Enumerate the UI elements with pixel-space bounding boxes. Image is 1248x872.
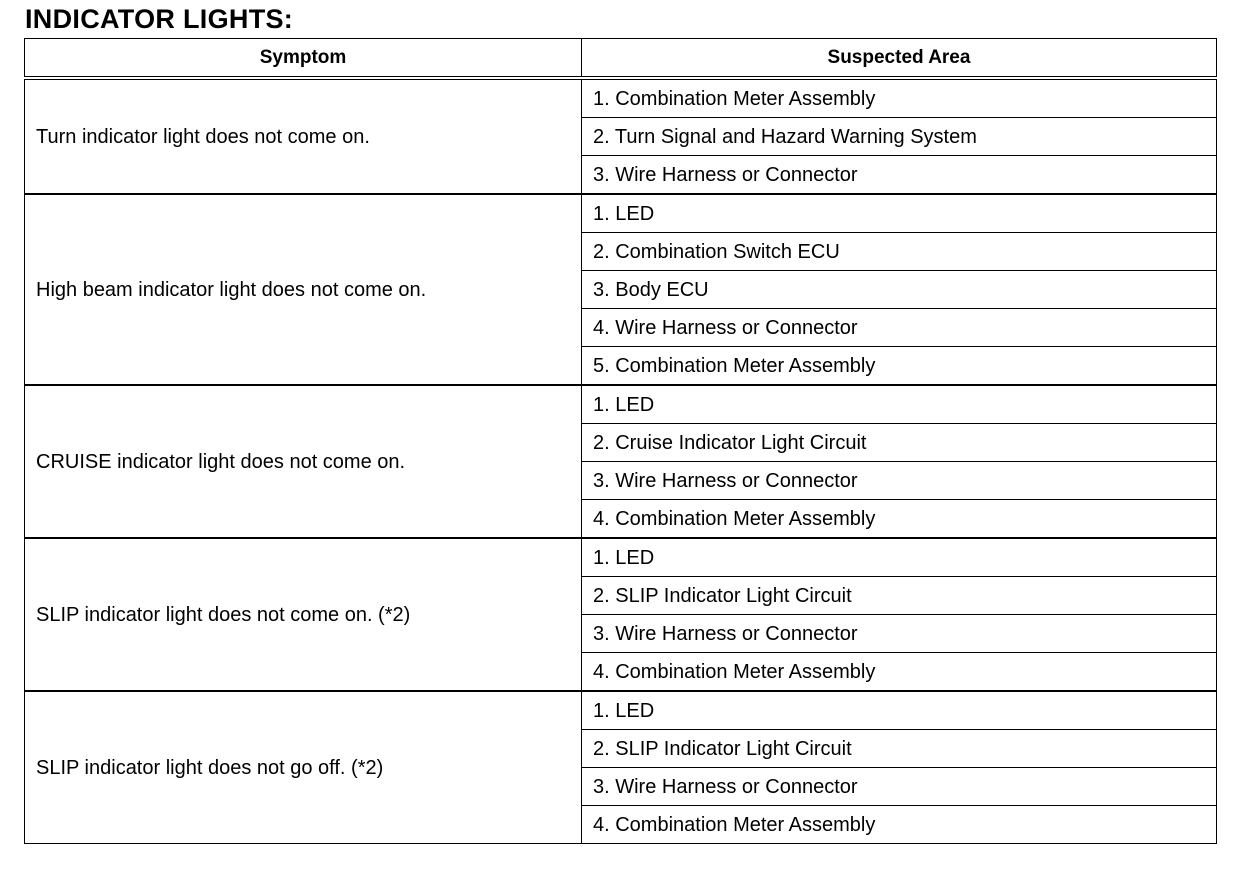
suspected-area-cell: 1. LED (582, 385, 1217, 424)
suspected-area-cell: 1. LED (582, 194, 1217, 233)
symptom-cell: SLIP indicator light does not come on. (*2) (25, 538, 582, 691)
suspected-area-cell: 3. Wire Harness or Connector (582, 462, 1217, 500)
table-row (25, 194, 1217, 233)
suspected-area-column-header: Suspected Area (582, 39, 1217, 79)
suspected-area-cell: 4. Combination Meter Assembly (582, 806, 1217, 844)
symptom-cell: High beam indicator light does not come on. (25, 194, 582, 385)
suspected-area-cell: 4. Wire Harness or Connector (582, 309, 1217, 347)
suspected-area-cell: 1. Combination Meter Assembly (582, 78, 1217, 118)
page-title: INDICATOR LIGHTS: (25, 4, 294, 34)
suspected-area-cell: 2. Cruise Indicator Light Circuit (582, 424, 1217, 462)
suspected-area-cell: 4. Combination Meter Assembly (582, 500, 1217, 539)
suspected-area-cell: 2. Combination Switch ECU (582, 233, 1217, 271)
suspected-area-cell: 3. Wire Harness or Connector (582, 615, 1217, 653)
suspected-area-cell: 3. Body ECU (582, 271, 1217, 309)
suspected-area-cell: 4. Combination Meter Assembly (582, 653, 1217, 692)
table-row (25, 78, 1217, 118)
suspected-area-cell: 2. SLIP Indicator Light Circuit (582, 730, 1217, 768)
indicator-lights-table (24, 38, 1217, 844)
symptom-cell: SLIP indicator light does not go off. (*2) (25, 691, 582, 844)
suspected-area-cell: 3. Wire Harness or Connector (582, 768, 1217, 806)
suspected-area-cell: 5. Combination Meter Assembly (582, 347, 1217, 386)
table-row (25, 691, 1217, 730)
suspected-area-cell: 1. LED (582, 538, 1217, 577)
suspected-area-cell: 3. Wire Harness or Connector (582, 156, 1217, 195)
symptom-cell: Turn indicator light does not come on. (25, 78, 582, 194)
symptom-cell: CRUISE indicator light does not come on. (25, 385, 582, 538)
table-header-row (25, 39, 1217, 79)
suspected-area-cell: 2. SLIP Indicator Light Circuit (582, 577, 1217, 615)
table-row (25, 538, 1217, 577)
symptom-column-header: Symptom (25, 39, 582, 79)
suspected-area-cell: 1. LED (582, 691, 1217, 730)
suspected-area-cell: 2. Turn Signal and Hazard Warning System (582, 118, 1217, 156)
table-row (25, 385, 1217, 424)
